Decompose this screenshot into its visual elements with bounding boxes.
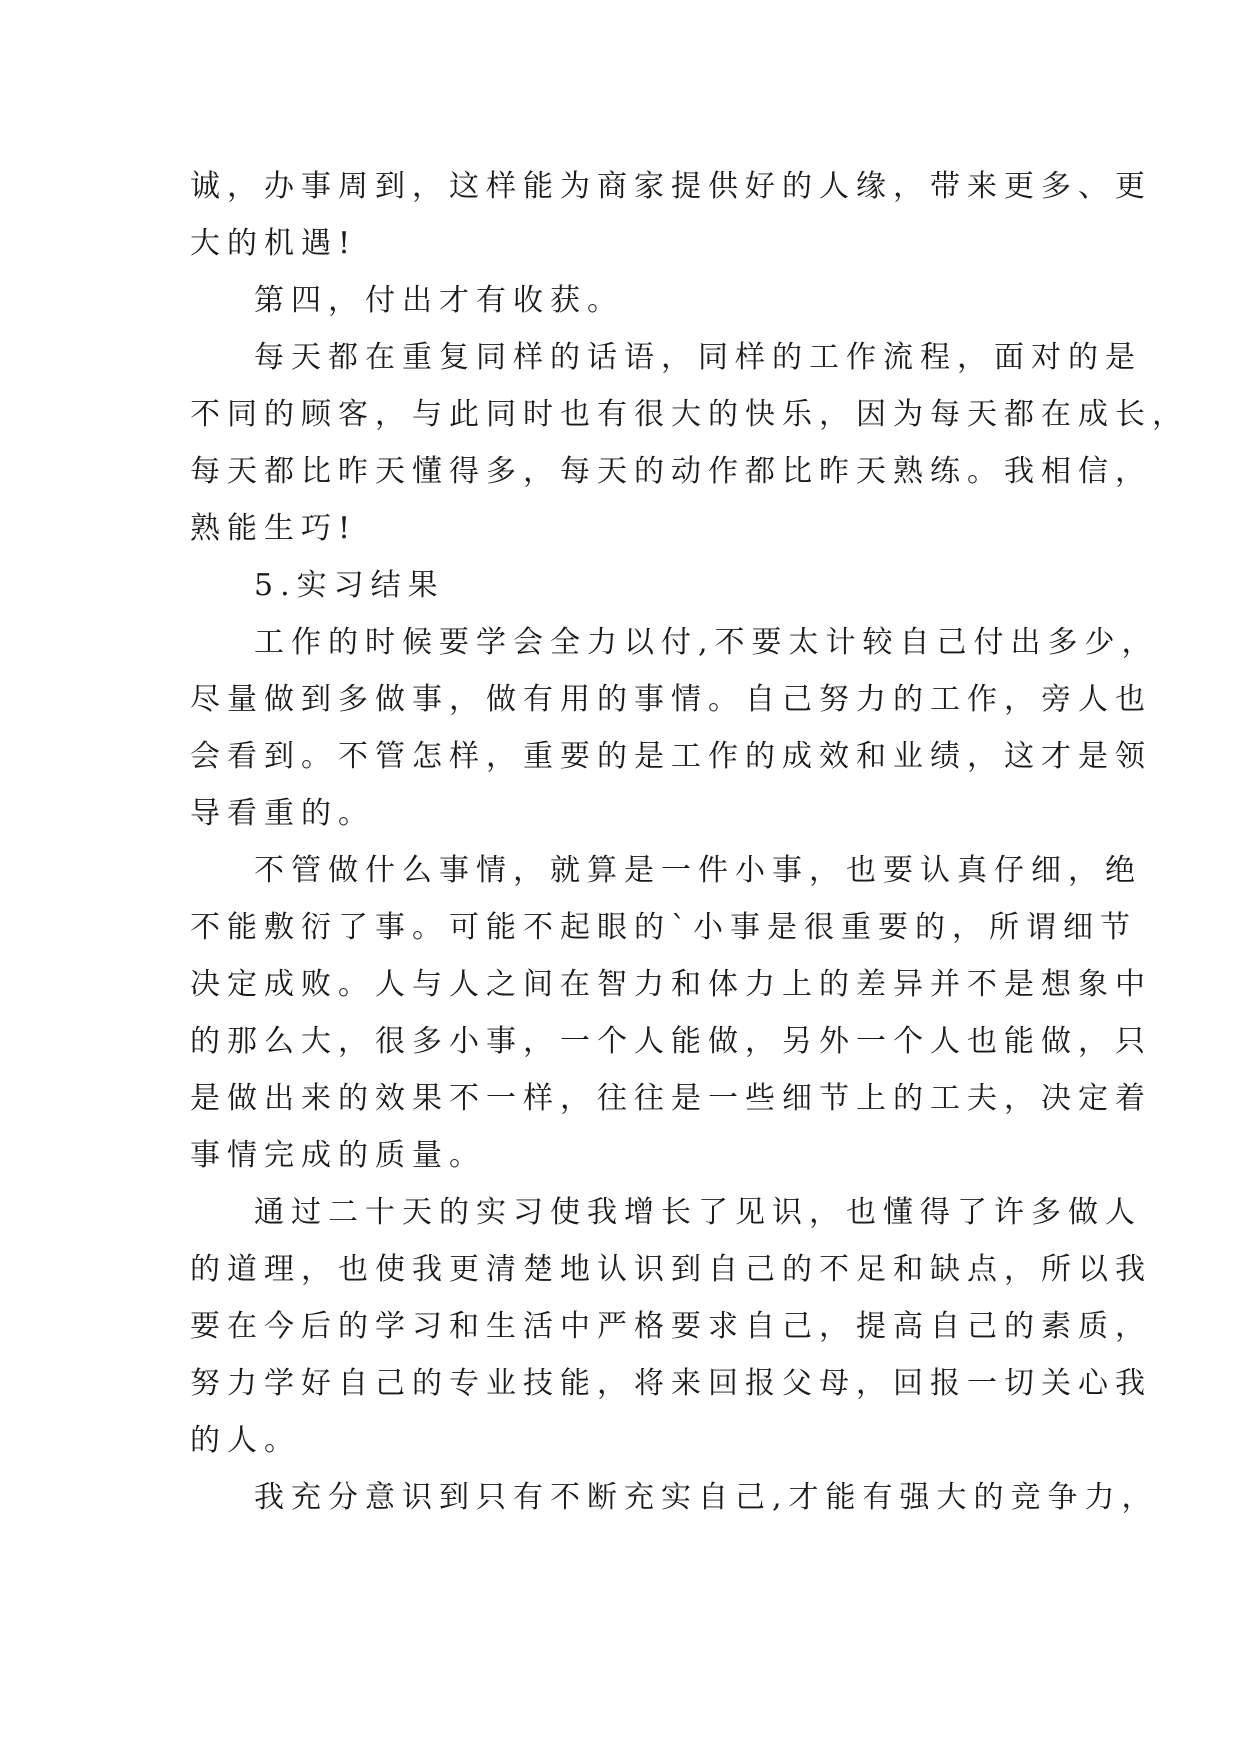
text-line: 的人。 [190,1423,301,1458]
text-line: 要在今后的学习和生活中严格要求自己，提高自己的素质， [190,1309,1152,1344]
text-line: 的那么大，很多小事，一个人能做，另外一个人也能做，只 [190,1024,1152,1059]
text-line: 诚，办事周到，这样能为商家提供好的人缘，带来更多、更 [190,169,1152,204]
section-heading: 第四，付出才有收获。 [254,283,624,318]
text-line: 通过二十天的实习使我增长了见识，也懂得了许多做人 [254,1195,1142,1230]
text-line: 不同的顾客，与此同时也有很大的快乐，因为每天都在成长， [190,397,1189,432]
text-line: 努力学好自己的专业技能，将来回报父母，回报一切关心我 [190,1366,1152,1401]
text-line: 每天都在重复同样的话语，同样的工作流程，面对的是 [254,340,1142,375]
text-line: 的道理，也使我更清楚地认识到自己的不足和缺点，所以我 [190,1252,1152,1287]
text-line: 不管做什么事情，就算是一件小事，也要认真仔细，绝 [254,853,1142,888]
text-line: 决定成败。人与人之间在智力和体力上的差异并不是想象中 [190,967,1152,1002]
section-heading: 5.实习结果 [254,568,445,603]
text-line: 不能敷衍了事。可能不起眼的`小事是很重要的，所谓细节 [190,910,1137,945]
text-line: 我充分意识到只有不断充实自己,才能有强大的竞争力， [254,1480,1159,1515]
text-line: 工作的时候要学会全力以付,不要太计较自己付出多少， [254,625,1159,660]
body-text [190,158,1189,1526]
text-line: 会看到。不管怎样，重要的是工作的成效和业绩，这才是领 [190,739,1152,774]
text-line: 熟能生巧! [190,511,358,546]
text-line: 每天都比昨天懂得多，每天的动作都比昨天熟练。我相信， [190,454,1152,489]
text-line: 是做出来的效果不一样，往往是一些细节上的工夫，决定着 [190,1081,1152,1116]
text-line: 事情完成的质量。 [190,1138,486,1173]
text-line: 尽量做到多做事，做有用的事情。自己努力的工作，旁人也 [190,682,1152,717]
text-line: 大的机遇! [190,226,358,261]
text-line: 导看重的。 [190,796,375,831]
